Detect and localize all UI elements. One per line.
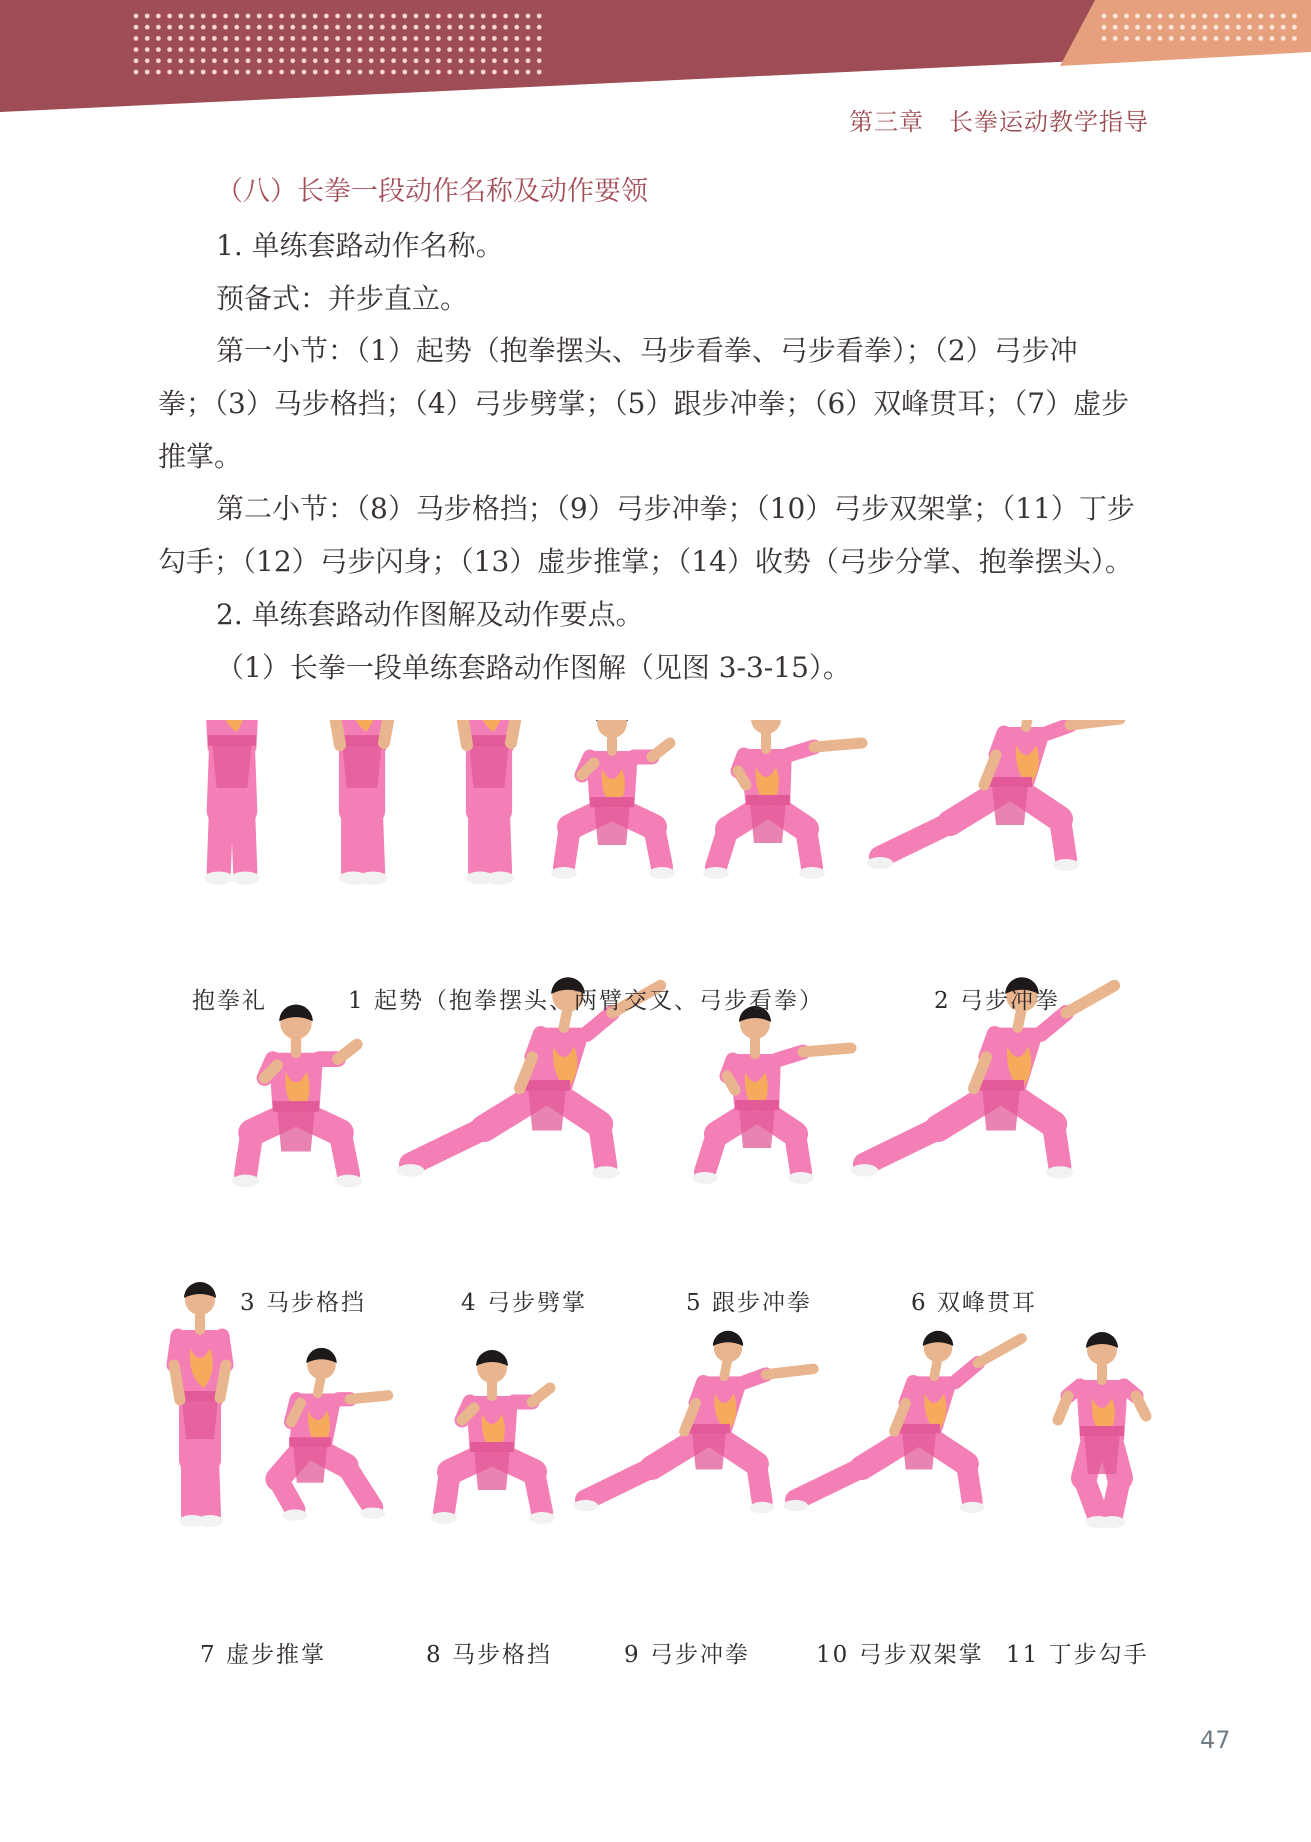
paragraph-5: 2. 单练套路动作图解及动作要点。 (216, 598, 644, 631)
caption-6: 6 双峰贯耳 (911, 1290, 1037, 1316)
figure-opening-4 (703, 720, 862, 879)
figure-3-horse-block (232, 1005, 362, 1188)
page-number: 47 (1200, 1726, 1231, 1754)
figure-martial-arts-poses (0, 720, 1311, 1620)
caption-8: 8 马步格挡 (426, 1642, 552, 1668)
chapter-title: 第三章 长拳运动教学指导 (849, 108, 1149, 136)
caption-7: 7 虚步推掌 (200, 1642, 326, 1668)
caption-5: 5 跟步冲拳 (686, 1290, 812, 1316)
paragraph-2: 预备式：并步直立。 (216, 282, 469, 315)
figure-7b-empty-push (278, 1348, 388, 1521)
paragraph-6: （1）长拳一段单练套路动作图解（见图 3-3-15）。 (216, 651, 851, 684)
caption-4: 4 弓步劈掌 (461, 1290, 587, 1316)
paragraph-1: 1. 单练套路动作名称。 (216, 229, 504, 262)
paragraph-4-line-2: 勾手；（12）弓步闪身；（13）虚步推掌；（14）收势（弓步分掌、抱拳摆头）。 (158, 545, 1133, 578)
figure-7a-empty-step (174, 1282, 226, 1527)
caption-bow-salute: 抱拳礼 (192, 988, 267, 1014)
caption-10: 10 弓步双架掌 (816, 1642, 984, 1668)
figure-bow-salute (201, 720, 263, 885)
caption-9: 9 弓步冲拳 (624, 1642, 750, 1668)
figure-opening-1 (333, 720, 390, 885)
figure-opening-3 (551, 720, 675, 879)
figure-11-ding-hook (1058, 1332, 1146, 1528)
caption-1-opening: 1 起势（抱拳摆头、两臂交叉、弓步看拳） (348, 988, 824, 1014)
figure-10-bow-double-block (783, 1331, 1021, 1513)
paragraph-3-line-1: 第一小节：（1）起势（抱拳摆头、马步看拳、弓步看拳）；（2）弓步冲 (216, 334, 1078, 367)
paragraph-3-line-3: 推掌。 (158, 440, 243, 473)
figure-8-horse-block (431, 1350, 555, 1524)
figure-opening-2 (460, 720, 517, 885)
paragraph-4-line-1: 第二小节：（8）马步格挡；（9）弓步冲拳；（10）弓步双架掌；（11）丁步 (216, 492, 1135, 525)
caption-3: 3 马步格挡 (240, 1290, 366, 1316)
figure-5-follow-punch (692, 1006, 851, 1184)
header-band (0, 0, 1311, 115)
caption-11: 11 丁步勾手 (1006, 1642, 1149, 1668)
caption-2: 2 弓步冲拳 (934, 988, 1060, 1014)
figure-9-bow-punch (573, 1331, 813, 1513)
section-heading: （八）长拳一段动作名称及动作要领 (216, 176, 648, 207)
figure-2-bow-punch (867, 720, 1120, 871)
paragraph-3-line-2: 拳；（3）马步格挡；（4）弓步劈掌；（5）跟步冲拳；（6）双峰贯耳；（7）虚步 (158, 387, 1130, 420)
